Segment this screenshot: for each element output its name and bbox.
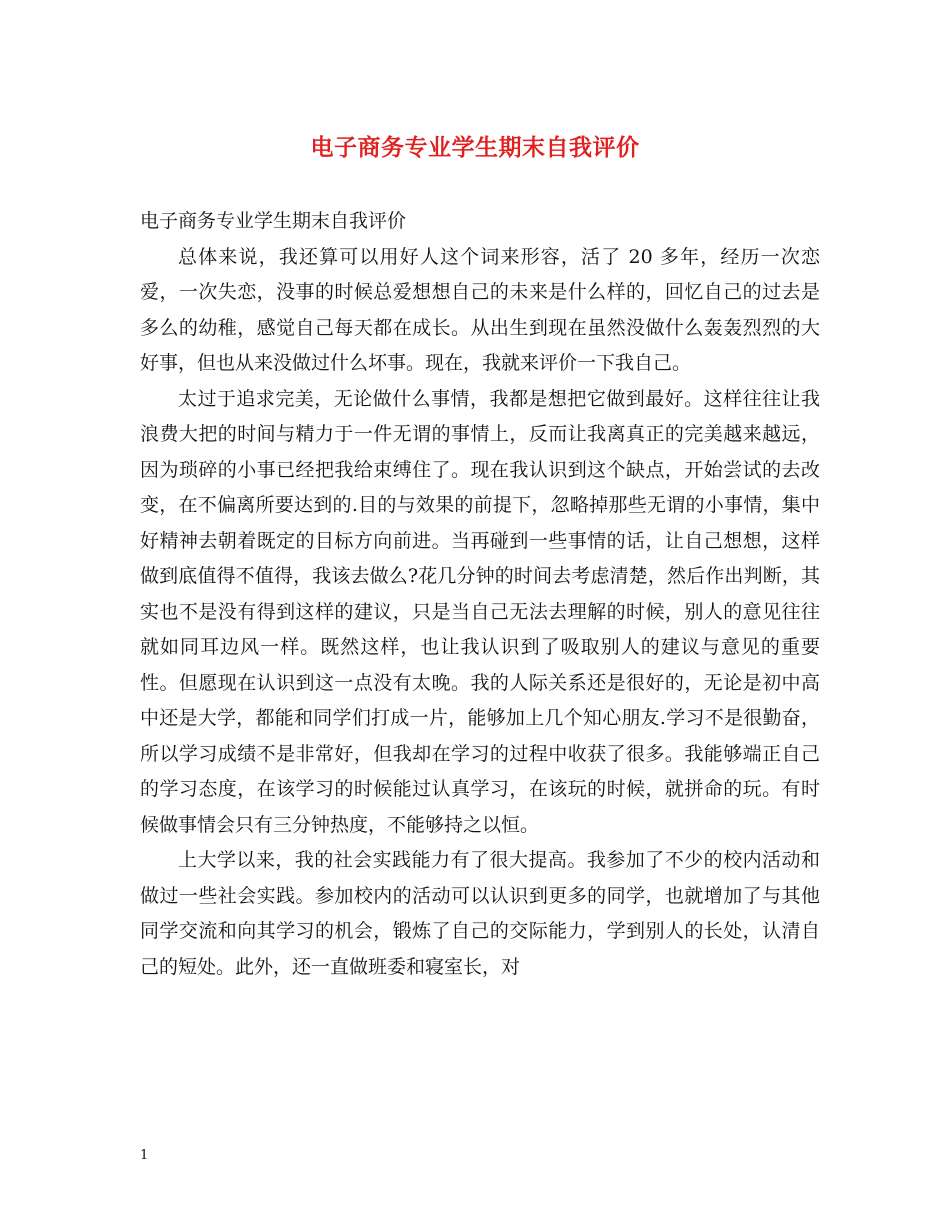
paragraph-2: 太过于追求完美，无论做什么事情，我都是想把它做到最好。这样往往让我浪费大把的时间与精力于一件无谓的事情上，反而让我离真正的完美越来越远，因为琐碎的小事已经把我给束缚住了。现在我认识到这个缺点，开始尝试的去改变，在不偏离所要达到的.目的与效果的前提下，忽略掉那些无谓的小事情，集中好精神去朝着既定的目标方向前进。当再碰到一些事情的话，让自己想想，这样做到底值得不值得，我该去做么?花几分钟的时间去考虑清楚，然后作出判断，其实也不是没有得到这样的建议，只是当自己无法去理解的时候，别人的意见往往就如同耳边风一样。既然这样，也让我认识到了吸取别人的建议与意见的重要性。但愿现在认识到这一点没有太晚。我的人际关系还是很好的，无论是初中高中还是大学，都能和同学们打成一片，能够加上几个知心朋友.学习不是很勤奋，所以学习成绩不是非常好，但我却在学习的过程中收获了很多。我能够端正自己的学习态度，在该学习的时候能过认真学习，在该玩的时候，就拼命的玩。有时候做事情会只有三分钟热度，不能够持之以恒。	[140, 387, 820, 836]
paragraph-3: 上大学以来，我的社会实践能力有了很大提高。我参加了不少的校内活动和做过一些社会实践。参加校内的活动可以认识到更多的同学，也就增加了与其他同学交流和向其学习的机会，锻炼了自己的交际能力，学到别人的长处，认清自己的短处。此外，还一直做班委和寝室长，对	[140, 849, 820, 978]
document-title: 电子商务专业学生期末自我评价	[310, 135, 640, 161]
paragraph-1: 总体来说，我还算可以用好人这个词来形容，活了 20 多年，经历一次恋爱，一次失恋，没事的时候总爱想想自己的未来是什么样的，回忆自己的过去是多么的幼稚，感觉自己每天都在成长。从出生到现在虽然没做什么轰轰烈烈的大好事，但也从来没做过什么坏事。现在，我就来评价一下我自己。	[140, 245, 820, 374]
paragraph-subtitle: 电子商务专业学生期末自我评价	[140, 210, 407, 232]
page-number: 1	[140, 1148, 149, 1163]
document-body	[140, 204, 820, 985]
